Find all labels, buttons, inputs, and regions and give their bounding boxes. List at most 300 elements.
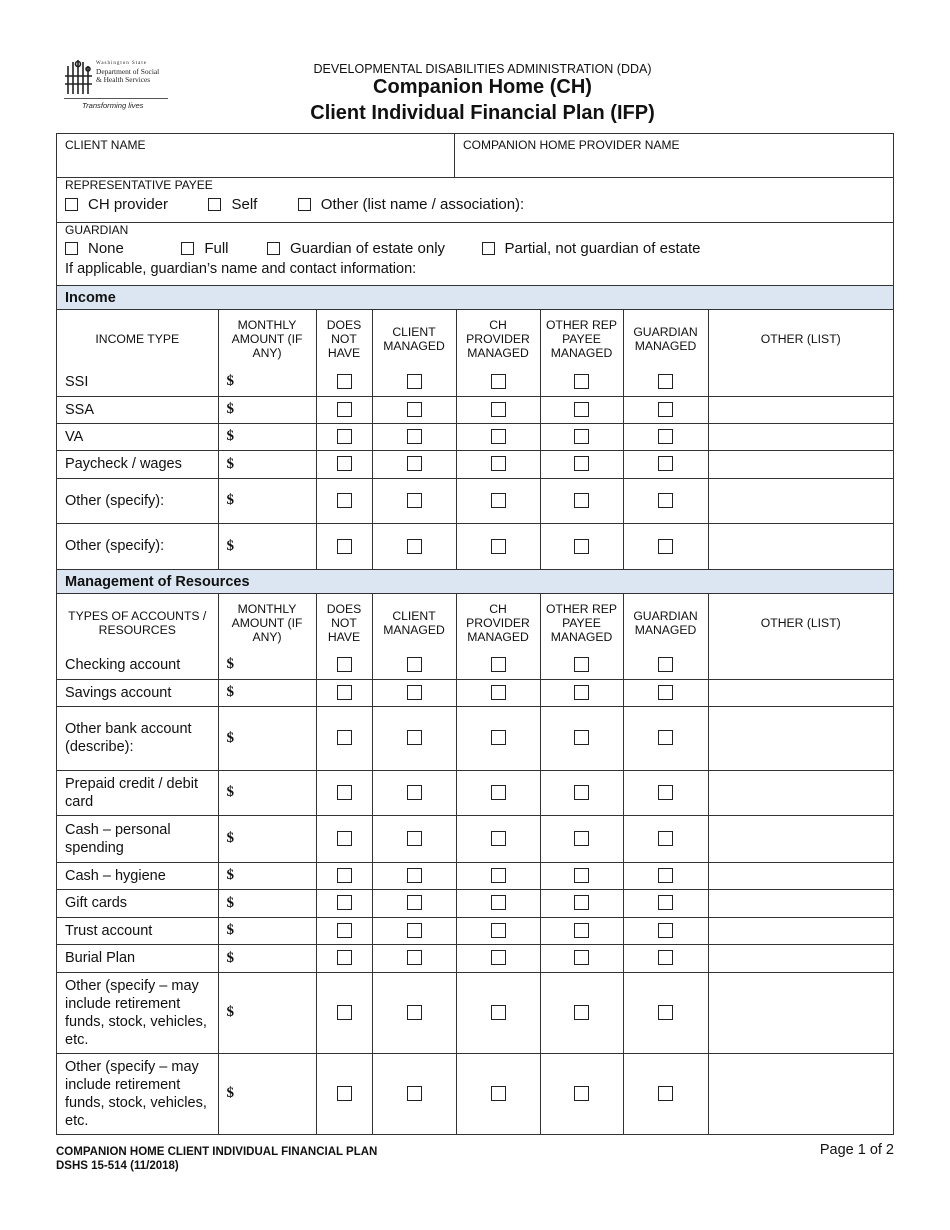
rep-payee-managed-checkbox[interactable] bbox=[574, 785, 589, 800]
checkbox-cell bbox=[540, 423, 623, 450]
does-not-have-checkbox[interactable] bbox=[337, 402, 352, 417]
monthly-amount-field[interactable]: $ bbox=[218, 770, 316, 815]
ch-provider-managed-checkbox[interactable] bbox=[491, 785, 506, 800]
checkbox-cell bbox=[540, 770, 623, 815]
checkbox-cell bbox=[623, 706, 708, 770]
checkbox-cell bbox=[540, 917, 623, 944]
table-row bbox=[57, 478, 893, 523]
checkbox-cell bbox=[372, 1053, 456, 1134]
ch-provider-managed-checkbox[interactable] bbox=[491, 657, 506, 672]
checkbox-cell bbox=[316, 651, 372, 679]
checkbox-cell bbox=[623, 368, 708, 396]
ch-provider-managed-checkbox[interactable] bbox=[491, 685, 506, 700]
row-label: Checking account bbox=[57, 651, 218, 679]
client-managed-checkbox[interactable] bbox=[407, 685, 422, 700]
row-label: Other (specify – may include retirement funds, stock, vehicles, etc. bbox=[57, 972, 218, 1053]
guardian-option-estate-only[interactable]: Guardian of estate only bbox=[267, 240, 445, 257]
checkbox-cell bbox=[623, 423, 708, 450]
logo-dept-line1: Department of Social bbox=[96, 67, 160, 76]
rep-payee-managed-checkbox[interactable] bbox=[574, 456, 589, 471]
does-not-have-checkbox[interactable] bbox=[337, 456, 352, 471]
dshs-emblem-icon bbox=[64, 58, 94, 96]
does-not-have-checkbox[interactable] bbox=[337, 1005, 352, 1020]
checkbox-cell bbox=[372, 917, 456, 944]
checkbox-cell bbox=[316, 706, 372, 770]
rep-payee-managed-checkbox[interactable] bbox=[574, 730, 589, 745]
monthly-amount-field[interactable]: $ bbox=[218, 972, 316, 1053]
guardian-managed-checkbox[interactable] bbox=[658, 785, 673, 800]
rep-payee-managed-checkbox[interactable] bbox=[574, 539, 589, 554]
table-row bbox=[57, 368, 893, 396]
client-managed-checkbox[interactable] bbox=[407, 1086, 422, 1101]
checkbox-cell bbox=[372, 450, 456, 478]
checkbox-cell bbox=[316, 450, 372, 478]
checkbox-cell bbox=[372, 679, 456, 706]
table-row bbox=[57, 523, 893, 569]
does-not-have-checkbox[interactable] bbox=[337, 895, 352, 910]
checkbox-cell bbox=[372, 706, 456, 770]
ch-provider-managed-checkbox[interactable] bbox=[491, 895, 506, 910]
other-list-field[interactable] bbox=[708, 706, 893, 770]
checkbox-cell bbox=[540, 368, 623, 396]
rep-payee-managed-checkbox[interactable] bbox=[574, 374, 589, 389]
client-managed-checkbox[interactable] bbox=[407, 539, 422, 554]
ch-provider-managed-checkbox[interactable] bbox=[491, 456, 506, 471]
ch-provider-managed-checkbox[interactable] bbox=[491, 402, 506, 417]
column-header: CH PROVIDER MANAGED bbox=[456, 310, 540, 368]
column-header: CH PROVIDER MANAGED bbox=[456, 594, 540, 651]
other-list-field[interactable] bbox=[708, 478, 893, 523]
checkbox[interactable] bbox=[208, 198, 221, 211]
checkbox-cell bbox=[456, 651, 540, 679]
guardian-option-none[interactable]: None bbox=[65, 240, 124, 257]
checkbox-cell bbox=[623, 815, 708, 862]
checkbox-cell bbox=[623, 770, 708, 815]
checkbox-cell bbox=[456, 944, 540, 972]
checkbox[interactable] bbox=[298, 198, 311, 211]
checkbox-cell bbox=[540, 972, 623, 1053]
row-label: Gift cards bbox=[57, 889, 218, 917]
checkbox-cell bbox=[456, 815, 540, 862]
row-label: VA bbox=[57, 423, 218, 450]
rep-payee-managed-checkbox[interactable] bbox=[574, 950, 589, 965]
client-managed-checkbox[interactable] bbox=[407, 868, 422, 883]
rep-payee-managed-checkbox[interactable] bbox=[574, 1005, 589, 1020]
rep-payee-managed-checkbox[interactable] bbox=[574, 685, 589, 700]
column-header: OTHER REP PAYEE MANAGED bbox=[540, 594, 623, 651]
column-header: OTHER (LIST) bbox=[760, 332, 841, 346]
rep-payee-managed-checkbox[interactable] bbox=[574, 429, 589, 444]
ch-provider-managed-checkbox[interactable] bbox=[491, 493, 506, 508]
client-managed-checkbox[interactable] bbox=[407, 402, 422, 417]
checkbox-cell bbox=[372, 944, 456, 972]
page-number: Page 1 of 2 bbox=[819, 1142, 894, 1158]
monthly-amount-field[interactable]: $ bbox=[218, 523, 316, 569]
monthly-amount-field[interactable]: $ bbox=[218, 815, 316, 862]
checkbox-cell bbox=[372, 862, 456, 889]
column-header: GUARDIAN MANAGED bbox=[623, 594, 708, 651]
guardian-managed-checkbox[interactable] bbox=[658, 950, 673, 965]
client-managed-checkbox[interactable] bbox=[407, 493, 422, 508]
guardian-managed-checkbox[interactable] bbox=[658, 685, 673, 700]
logo-text bbox=[96, 60, 159, 84]
checkbox-cell bbox=[372, 396, 456, 423]
guardian-managed-checkbox[interactable] bbox=[658, 730, 673, 745]
checkbox-cell bbox=[456, 450, 540, 478]
table-row bbox=[57, 944, 893, 972]
income-table-wrap bbox=[57, 310, 893, 570]
footer-form-title: COMPANION HOME CLIENT INDIVIDUAL FINANCIAL PLAN bbox=[56, 1146, 378, 1158]
client-managed-checkbox[interactable] bbox=[407, 730, 422, 745]
row-label: Burial Plan bbox=[57, 944, 218, 972]
resources-table-wrap bbox=[57, 594, 893, 1134]
other-list-field[interactable] bbox=[708, 651, 893, 679]
checkbox-cell bbox=[623, 478, 708, 523]
payee-label: REPRESENTATIVE PAYEE bbox=[65, 178, 213, 192]
does-not-have-checkbox[interactable] bbox=[337, 1086, 352, 1101]
ch-provider-managed-checkbox[interactable] bbox=[491, 923, 506, 938]
ch-provider-managed-checkbox[interactable] bbox=[491, 868, 506, 883]
column-header: GUARDIAN MANAGED bbox=[623, 310, 708, 368]
column-header: TYPES OF ACCOUNTS / RESOURCES bbox=[57, 594, 218, 651]
other-list-field[interactable] bbox=[708, 815, 893, 862]
other-list-field[interactable] bbox=[708, 450, 893, 478]
checkbox[interactable] bbox=[267, 242, 280, 255]
does-not-have-checkbox[interactable] bbox=[337, 950, 352, 965]
checkbox-cell bbox=[456, 679, 540, 706]
client-managed-checkbox[interactable] bbox=[407, 429, 422, 444]
checkbox-cell bbox=[316, 917, 372, 944]
rep-payee-managed-checkbox[interactable] bbox=[574, 923, 589, 938]
checkbox-cell bbox=[316, 523, 372, 569]
checkbox-cell bbox=[540, 815, 623, 862]
payee-option-ch-provider[interactable]: CH provider bbox=[65, 196, 168, 213]
rep-payee-managed-checkbox[interactable] bbox=[574, 493, 589, 508]
does-not-have-checkbox[interactable] bbox=[337, 493, 352, 508]
monthly-amount-field[interactable]: $ bbox=[218, 450, 316, 478]
client-info-row bbox=[57, 134, 893, 178]
provider-name-field[interactable] bbox=[455, 134, 687, 177]
column-header: MONTHLY AMOUNT (IF ANY) bbox=[218, 594, 316, 651]
table-row bbox=[57, 396, 893, 423]
does-not-have-checkbox[interactable] bbox=[337, 730, 352, 745]
guardian-managed-checkbox[interactable] bbox=[658, 657, 673, 672]
column-header: DOES NOT HAVE bbox=[316, 310, 372, 368]
does-not-have-checkbox[interactable] bbox=[337, 685, 352, 700]
column-header: OTHER REP PAYEE MANAGED bbox=[540, 310, 623, 368]
ch-provider-managed-checkbox[interactable] bbox=[491, 374, 506, 389]
checkbox-cell bbox=[372, 423, 456, 450]
resources-table bbox=[57, 594, 893, 1134]
guardian-row bbox=[57, 223, 893, 286]
column-header: MONTHLY AMOUNT (IF ANY) bbox=[218, 310, 316, 368]
client-managed-checkbox[interactable] bbox=[407, 831, 422, 846]
income-rows bbox=[57, 368, 893, 569]
monthly-amount-field[interactable]: $ bbox=[218, 917, 316, 944]
client-managed-checkbox[interactable] bbox=[407, 657, 422, 672]
checkbox-cell bbox=[456, 917, 540, 944]
ifp-form bbox=[56, 133, 894, 1135]
monthly-amount-field[interactable]: $ bbox=[218, 478, 316, 523]
row-label: Prepaid credit / debit card bbox=[57, 770, 218, 815]
checkbox-cell bbox=[456, 706, 540, 770]
client-managed-checkbox[interactable] bbox=[407, 374, 422, 389]
does-not-have-checkbox[interactable] bbox=[337, 923, 352, 938]
checkbox-cell bbox=[316, 889, 372, 917]
checkbox-cell bbox=[456, 862, 540, 889]
resources-header-row bbox=[57, 594, 893, 651]
checkbox-cell bbox=[456, 423, 540, 450]
checkbox-cell bbox=[540, 889, 623, 917]
other-list-field[interactable] bbox=[708, 770, 893, 815]
table-row bbox=[57, 423, 893, 450]
guardian-managed-checkbox[interactable] bbox=[658, 868, 673, 883]
row-label: Other (specify – may include retirement funds, stock, vehicles, etc. bbox=[57, 1053, 218, 1134]
does-not-have-checkbox[interactable] bbox=[337, 868, 352, 883]
footer-form-number: DSHS 15-514 (11/2018) bbox=[56, 1160, 179, 1172]
column-header: OTHER (LIST) bbox=[760, 615, 841, 630]
guardian-managed-checkbox[interactable] bbox=[658, 831, 673, 846]
table-row bbox=[57, 679, 893, 706]
checkbox-cell bbox=[540, 706, 623, 770]
checkbox-cell bbox=[372, 770, 456, 815]
checkbox-cell bbox=[372, 368, 456, 396]
checkbox-cell bbox=[456, 368, 540, 396]
checkbox-cell bbox=[540, 944, 623, 972]
payee-row bbox=[57, 178, 893, 223]
checkbox-cell bbox=[540, 679, 623, 706]
checkbox-cell bbox=[623, 889, 708, 917]
income-header-row bbox=[57, 310, 893, 368]
checkbox-cell bbox=[316, 478, 372, 523]
guardian-option-full[interactable]: Full bbox=[181, 240, 228, 257]
checkbox-cell bbox=[456, 1053, 540, 1134]
checkbox-cell bbox=[456, 396, 540, 423]
row-label: Savings account bbox=[57, 679, 218, 706]
provider-name-label: COMPANION HOME PROVIDER NAME bbox=[463, 138, 680, 152]
column-header: CLIENT MANAGED bbox=[372, 594, 456, 651]
table-row bbox=[57, 862, 893, 889]
guardian-managed-checkbox[interactable] bbox=[658, 895, 673, 910]
does-not-have-checkbox[interactable] bbox=[337, 539, 352, 554]
payee-option-other[interactable]: Other (list name / association): bbox=[298, 196, 524, 213]
ch-provider-managed-checkbox[interactable] bbox=[491, 950, 506, 965]
rep-payee-managed-checkbox[interactable] bbox=[574, 868, 589, 883]
table-row bbox=[57, 1053, 893, 1134]
monthly-amount-field[interactable]: $ bbox=[218, 651, 316, 679]
guardian-managed-checkbox[interactable] bbox=[658, 493, 673, 508]
checkbox-cell bbox=[372, 651, 456, 679]
ch-provider-managed-checkbox[interactable] bbox=[491, 831, 506, 846]
other-list-field[interactable] bbox=[708, 917, 893, 944]
checkbox-cell bbox=[456, 972, 540, 1053]
ch-provider-managed-checkbox[interactable] bbox=[491, 429, 506, 444]
checkbox[interactable] bbox=[482, 242, 495, 255]
checkbox-cell bbox=[316, 770, 372, 815]
checkbox-cell bbox=[456, 478, 540, 523]
rep-payee-managed-checkbox[interactable] bbox=[574, 657, 589, 672]
column-header: INCOME TYPE bbox=[57, 310, 218, 368]
guardian-managed-checkbox[interactable] bbox=[658, 374, 673, 389]
monthly-amount-field[interactable]: $ bbox=[218, 423, 316, 450]
guardian-managed-checkbox[interactable] bbox=[658, 1005, 673, 1020]
row-label: Other (specify): bbox=[57, 478, 218, 523]
table-row bbox=[57, 651, 893, 679]
checkbox-cell bbox=[623, 862, 708, 889]
page-title: Companion Home (CH) bbox=[373, 76, 592, 98]
dshs-logo bbox=[64, 58, 170, 114]
checkbox[interactable] bbox=[65, 242, 78, 255]
row-label: Cash – personal spending bbox=[57, 815, 218, 862]
monthly-amount-field[interactable]: $ bbox=[218, 396, 316, 423]
guardian-managed-checkbox[interactable] bbox=[658, 456, 673, 471]
logo-tagline: Transforming lives bbox=[82, 101, 144, 110]
checkbox-cell bbox=[456, 523, 540, 569]
row-label: SSA bbox=[57, 396, 218, 423]
other-list-field[interactable] bbox=[708, 1053, 893, 1134]
monthly-amount-field[interactable]: $ bbox=[218, 1053, 316, 1134]
row-label: SSI bbox=[57, 368, 218, 396]
checkbox-cell bbox=[456, 889, 540, 917]
table-row bbox=[57, 815, 893, 862]
checkbox-cell bbox=[316, 368, 372, 396]
checkbox-cell bbox=[316, 815, 372, 862]
guardian-options bbox=[65, 240, 885, 260]
checkbox-cell bbox=[623, 917, 708, 944]
ch-provider-managed-checkbox[interactable] bbox=[491, 1005, 506, 1020]
checkbox[interactable] bbox=[181, 242, 194, 255]
client-name-label: CLIENT NAME bbox=[65, 138, 146, 152]
ch-provider-managed-checkbox[interactable] bbox=[491, 539, 506, 554]
row-label: Paycheck / wages bbox=[57, 450, 218, 478]
guardian-managed-checkbox[interactable] bbox=[658, 923, 673, 938]
checkbox-cell bbox=[540, 396, 623, 423]
checkbox-cell bbox=[540, 651, 623, 679]
row-label: Other (specify): bbox=[57, 523, 218, 569]
guardian-contact-label[interactable]: If applicable, guardian’s name and contact information: bbox=[65, 261, 417, 277]
checkbox-cell bbox=[316, 396, 372, 423]
client-managed-checkbox[interactable] bbox=[407, 456, 422, 471]
rep-payee-managed-checkbox[interactable] bbox=[574, 1086, 589, 1101]
monthly-amount-field[interactable]: $ bbox=[218, 862, 316, 889]
other-list-field[interactable] bbox=[708, 889, 893, 917]
checkbox-cell bbox=[540, 450, 623, 478]
other-list-field[interactable] bbox=[708, 368, 893, 396]
logo-state: Washington State bbox=[96, 61, 148, 66]
monthly-amount-field[interactable]: $ bbox=[218, 889, 316, 917]
row-label: Cash – hygiene bbox=[57, 862, 218, 889]
row-label: Other bank account (describe): bbox=[57, 706, 218, 770]
client-managed-checkbox[interactable] bbox=[407, 895, 422, 910]
table-row bbox=[57, 706, 893, 770]
other-list-field[interactable] bbox=[708, 679, 893, 706]
checkbox-cell bbox=[316, 1053, 372, 1134]
checkbox-cell bbox=[623, 972, 708, 1053]
table-row bbox=[57, 450, 893, 478]
checkbox-cell bbox=[316, 944, 372, 972]
monthly-amount-field[interactable]: $ bbox=[218, 679, 316, 706]
does-not-have-checkbox[interactable] bbox=[337, 657, 352, 672]
other-list-field[interactable] bbox=[708, 423, 893, 450]
checkbox-cell bbox=[540, 523, 623, 569]
does-not-have-checkbox[interactable] bbox=[337, 785, 352, 800]
other-list-field[interactable] bbox=[708, 523, 893, 569]
resources-section-header: Management of Resources bbox=[57, 570, 893, 594]
does-not-have-checkbox[interactable] bbox=[337, 374, 352, 389]
guardian-option-partial[interactable]: Partial, not guardian of estate bbox=[482, 240, 701, 257]
checkbox-cell bbox=[372, 815, 456, 862]
column-header: DOES NOT HAVE bbox=[316, 594, 372, 651]
guardian-label: GUARDIAN bbox=[65, 223, 129, 237]
rep-payee-managed-checkbox[interactable] bbox=[574, 895, 589, 910]
table-row bbox=[57, 889, 893, 917]
other-list-field[interactable] bbox=[708, 972, 893, 1053]
client-managed-checkbox[interactable] bbox=[407, 785, 422, 800]
guardian-managed-checkbox[interactable] bbox=[658, 402, 673, 417]
does-not-have-checkbox[interactable] bbox=[337, 429, 352, 444]
client-name-field[interactable] bbox=[57, 134, 455, 177]
agency-name: DEVELOPMENTAL DISABILITIES ADMINISTRATION (DDA) bbox=[313, 62, 652, 76]
checkbox-cell bbox=[540, 862, 623, 889]
checkbox-cell bbox=[540, 1053, 623, 1134]
checkbox-cell bbox=[316, 423, 372, 450]
logo-dept-line2: & Health Services bbox=[96, 75, 151, 84]
checkbox-cell bbox=[456, 770, 540, 815]
checkbox-cell bbox=[623, 679, 708, 706]
client-managed-checkbox[interactable] bbox=[407, 950, 422, 965]
column-header: CLIENT MANAGED bbox=[372, 310, 456, 368]
other-list-field[interactable] bbox=[708, 396, 893, 423]
checkbox[interactable] bbox=[65, 198, 78, 211]
checkbox-cell bbox=[623, 396, 708, 423]
monthly-amount-field[interactable]: $ bbox=[218, 706, 316, 770]
client-managed-checkbox[interactable] bbox=[407, 923, 422, 938]
guardian-managed-checkbox[interactable] bbox=[658, 1086, 673, 1101]
checkbox-cell bbox=[316, 679, 372, 706]
table-row bbox=[57, 917, 893, 944]
checkbox-cell bbox=[372, 889, 456, 917]
checkbox-cell bbox=[623, 1053, 708, 1134]
checkbox-cell bbox=[372, 478, 456, 523]
payee-options bbox=[65, 196, 885, 216]
ch-provider-managed-checkbox[interactable] bbox=[491, 730, 506, 745]
checkbox-cell bbox=[623, 450, 708, 478]
checkbox-cell bbox=[316, 862, 372, 889]
guardian-managed-checkbox[interactable] bbox=[658, 429, 673, 444]
table-row bbox=[57, 972, 893, 1053]
ch-provider-managed-checkbox[interactable] bbox=[491, 1086, 506, 1101]
footer-form-info bbox=[56, 1145, 377, 1173]
rep-payee-managed-checkbox[interactable] bbox=[574, 831, 589, 846]
other-list-field[interactable] bbox=[708, 862, 893, 889]
table-row bbox=[57, 770, 893, 815]
monthly-amount-field[interactable]: $ bbox=[218, 944, 316, 972]
resources-rows bbox=[57, 651, 893, 1134]
monthly-amount-field[interactable]: $ bbox=[218, 368, 316, 396]
rep-payee-managed-checkbox[interactable] bbox=[574, 402, 589, 417]
checkbox-cell bbox=[623, 944, 708, 972]
guardian-managed-checkbox[interactable] bbox=[658, 539, 673, 554]
row-label: Trust account bbox=[57, 917, 218, 944]
does-not-have-checkbox[interactable] bbox=[337, 831, 352, 846]
page-subtitle: Client Individual Financial Plan (IFP) bbox=[310, 102, 655, 124]
payee-option-self[interactable]: Self bbox=[208, 196, 257, 213]
other-list-field[interactable] bbox=[708, 944, 893, 972]
client-managed-checkbox[interactable] bbox=[407, 1005, 422, 1020]
checkbox-cell bbox=[540, 478, 623, 523]
checkbox-cell bbox=[316, 972, 372, 1053]
checkbox-cell bbox=[372, 972, 456, 1053]
